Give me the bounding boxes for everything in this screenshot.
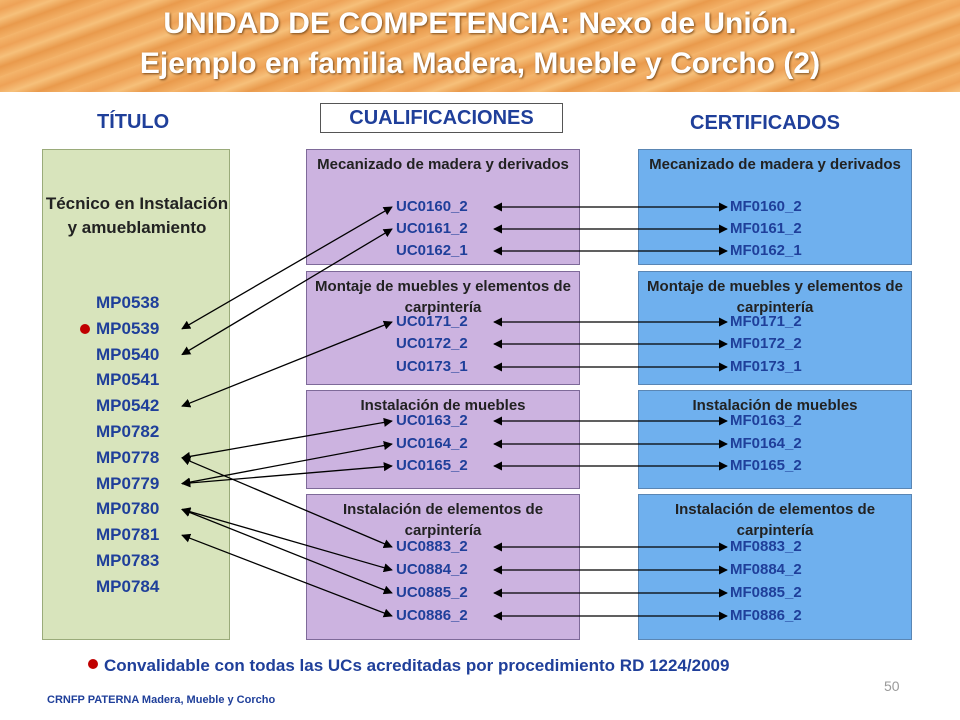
mf-code-mf0172_2: MF0172_2 xyxy=(730,335,802,352)
uc-code-uc0172_2: UC0172_2 xyxy=(396,335,468,352)
page-number: 50 xyxy=(884,678,900,694)
mf-code-mf0162_1: MF0162_1 xyxy=(730,242,802,259)
certificado-name: Instalación de muebles xyxy=(692,397,858,414)
uc-code-uc0886_2: UC0886_2 xyxy=(396,607,468,624)
cualificacion-name: Instalación de muebles xyxy=(360,397,526,414)
certificado-name: Instalación de elementos de carpintería xyxy=(674,501,876,539)
mf-code-mf0883_2: MF0883_2 xyxy=(730,538,802,555)
mf-code-mf0160_2: MF0160_2 xyxy=(730,198,802,215)
connector-mp0779-uc0165_2 xyxy=(182,466,392,484)
connector-mp0542-uc0171_2 xyxy=(182,322,392,406)
connector-mp0778-uc0163_2 xyxy=(182,421,392,458)
uc-code-uc0161_2: UC0161_2 xyxy=(396,220,468,237)
connector-mp0780-uc0885_2 xyxy=(182,509,392,593)
heading-certificados: CERTIFICADOS xyxy=(690,112,840,134)
connector-mp0780-uc0884_2 xyxy=(182,509,392,570)
module-mp0778: MP0778 xyxy=(96,447,160,467)
footer-note: Convalidable con todas las UCs acreditadas por procedimiento RD 1224/2009 xyxy=(104,656,730,675)
mf-code-mf0165_2: MF0165_2 xyxy=(730,457,802,474)
cualificacion-name: Instalación de elementos de carpintería xyxy=(342,501,544,539)
uc-code-uc0165_2: UC0165_2 xyxy=(396,457,468,474)
uc-code-uc0171_2: UC0171_2 xyxy=(396,313,468,330)
heading-titulo: TÍTULO xyxy=(97,111,170,133)
mf-code-mf0886_2: MF0886_2 xyxy=(730,607,802,624)
credits: CRNFP PATERNA Madera, Mueble y Corcho xyxy=(47,694,276,706)
connector-mp0779-uc0164_2 xyxy=(182,444,392,484)
certificado-name: Montaje de muebles y elementos de carpintería xyxy=(647,278,903,316)
slide-title-line1: UNIDAD DE COMPETENCIA: Nexo de Unión. xyxy=(163,7,797,40)
module-mp0781: MP0781 xyxy=(96,525,160,545)
cualificacion-name: Montaje de muebles y elementos de carpintería xyxy=(315,278,571,316)
mf-code-mf0163_2: MF0163_2 xyxy=(730,412,802,429)
certificado-name: Mecanizado de madera y derivados xyxy=(649,156,901,173)
module-mp0541: MP0541 xyxy=(96,370,160,390)
mf-code-mf0171_2: MF0171_2 xyxy=(730,313,802,330)
uc-code-uc0883_2: UC0883_2 xyxy=(396,538,468,555)
module-mp0542: MP0542 xyxy=(96,396,160,416)
uc-code-uc0162_1: UC0162_1 xyxy=(396,242,468,259)
connector-mp0539-uc0160_2 xyxy=(182,207,392,329)
uc-code-uc0885_2: UC0885_2 xyxy=(396,584,468,601)
uc-code-uc0164_2: UC0164_2 xyxy=(396,435,468,452)
connector-mp0540-uc0161_2 xyxy=(182,229,392,355)
connector-mp0778-uc0883_2 xyxy=(182,458,392,547)
mf-code-mf0885_2: MF0885_2 xyxy=(730,584,802,601)
slide-title-line2: Ejemplo en familia Madera, Mueble y Corcho (2) xyxy=(139,47,821,80)
bullet-marker xyxy=(88,659,98,669)
connector-mp0781-uc0886_2 xyxy=(182,535,392,616)
module-mp0780: MP0780 xyxy=(96,499,160,519)
module-mp0782: MP0782 xyxy=(96,422,160,441)
uc-code-uc0160_2: UC0160_2 xyxy=(396,198,468,215)
cualificacion-name: Mecanizado de madera y derivados xyxy=(317,156,569,173)
heading-cualificaciones: CUALIFICACIONES xyxy=(320,103,563,133)
module-mp0783: MP0783 xyxy=(96,551,160,570)
uc-code-uc0163_2: UC0163_2 xyxy=(396,412,468,429)
uc-code-uc0173_1: UC0173_1 xyxy=(396,358,468,375)
uc-code-uc0884_2: UC0884_2 xyxy=(396,561,468,578)
mf-code-mf0173_1: MF0173_1 xyxy=(730,358,802,375)
module-mp0538: MP0538 xyxy=(96,293,160,312)
module-mp0539: MP0539 xyxy=(96,318,160,338)
mf-code-mf0164_2: MF0164_2 xyxy=(730,435,802,452)
mf-code-mf0161_2: MF0161_2 xyxy=(730,220,802,237)
module-mp0784: MP0784 xyxy=(96,576,160,596)
module-mp0779: MP0779 xyxy=(96,473,160,493)
mf-code-mf0884_2: MF0884_2 xyxy=(730,561,802,578)
module-mp0540: MP0540 xyxy=(96,344,160,364)
titulo-name: Técnico en Instalación y amueblamiento xyxy=(45,194,229,237)
